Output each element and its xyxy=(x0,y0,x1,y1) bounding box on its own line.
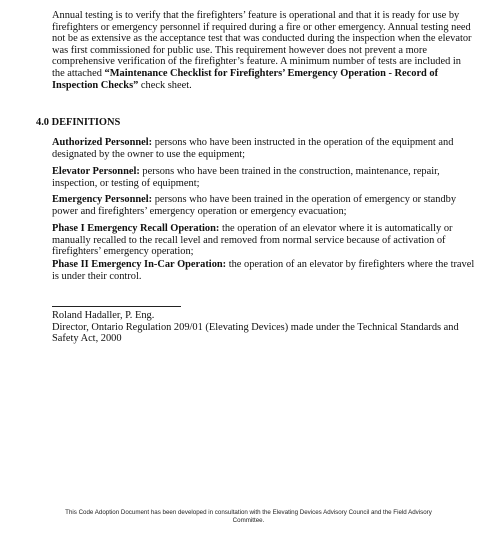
definition-term: Phase II Emergency In-Car Operation: xyxy=(52,259,227,270)
intro-text: check sheet. xyxy=(138,79,192,91)
definition-text: persons who have been instructed in the operation of the equipment and xyxy=(152,137,454,148)
signature-block xyxy=(52,310,472,345)
definition-text: persons who have been trained in the construction, maintenance, repair, xyxy=(139,166,440,177)
intro-line xyxy=(52,68,470,80)
definition-text: is under their control. xyxy=(52,270,142,282)
intro-line: comprehensive verification of the firefighter’s feature. A minimum number of tests are included in xyxy=(52,56,461,68)
checklist-title-cont: Inspection Checks” xyxy=(52,79,139,91)
definition-item xyxy=(52,259,475,282)
intro-line: firefighters or emergency personnel if required during a fire or other emergency. Annual testing need xyxy=(52,21,471,33)
definition-item xyxy=(52,137,470,160)
definition-item xyxy=(52,194,470,217)
definition-text: inspection, or testing of equipment; xyxy=(52,177,200,189)
signatory-name: Roland Hadaller, P. Eng. xyxy=(52,310,155,321)
definition-term: Emergency Personnel: xyxy=(52,194,153,205)
footer-text: This Code Adoption Document has been developed in consultation with the Elevating Devices Advisory Council and the Field Advisory xyxy=(65,509,432,516)
section-heading: 4.0 DEFINITIONS xyxy=(36,117,121,128)
definition-item xyxy=(52,166,470,189)
definition-text: persons who have been trained in the operation of emergency or standby xyxy=(152,194,457,205)
intro-line xyxy=(52,80,470,92)
footer-text: Committee. xyxy=(232,516,265,524)
signatory-title: Director, Ontario Regulation 209/01 (Elevating Devices) made under the Technical Standards and xyxy=(52,321,459,333)
definition-text: the operation of an elevator by firefighters where the travel xyxy=(226,259,475,270)
definition-text: manually recalled to the recall level and removed from normal service because of activation of xyxy=(52,234,446,246)
definition-term: Authorized Personnel: xyxy=(52,137,153,148)
definition-term: Elevator Personnel: xyxy=(52,166,140,177)
definition-text: firefighters’ emergency operation; xyxy=(52,246,194,258)
intro-line: was first commissioned for public use. This requirement however does not prevent a more xyxy=(52,44,427,56)
definition-text: power and firefighters’ emergency operation or emergency evacuation; xyxy=(52,205,347,217)
checklist-title: “Maintenance Checklist for Firefighters’ Emergency Operation - Record of xyxy=(104,67,439,79)
definition-item xyxy=(52,223,470,258)
intro-line: Annual testing is to verify that the firefighters’ feature is operational and that it is ready for use by xyxy=(52,10,460,21)
page-footer xyxy=(30,509,467,524)
intro-line: not be as extensive as the acceptance test that was conducted during the inspection when the elevator xyxy=(52,33,472,45)
intro-text: the attached xyxy=(52,67,105,79)
definition-text: the operation of an elevator where it is automatically or xyxy=(219,223,453,234)
signature-line xyxy=(52,306,181,307)
definition-text: designated by the owner to use the equipment; xyxy=(52,148,246,160)
definition-term: Phase I Emergency Recall Operation: xyxy=(52,223,220,234)
intro-paragraph xyxy=(52,10,470,91)
signatory-title: Safety Act, 2000 xyxy=(52,333,122,345)
